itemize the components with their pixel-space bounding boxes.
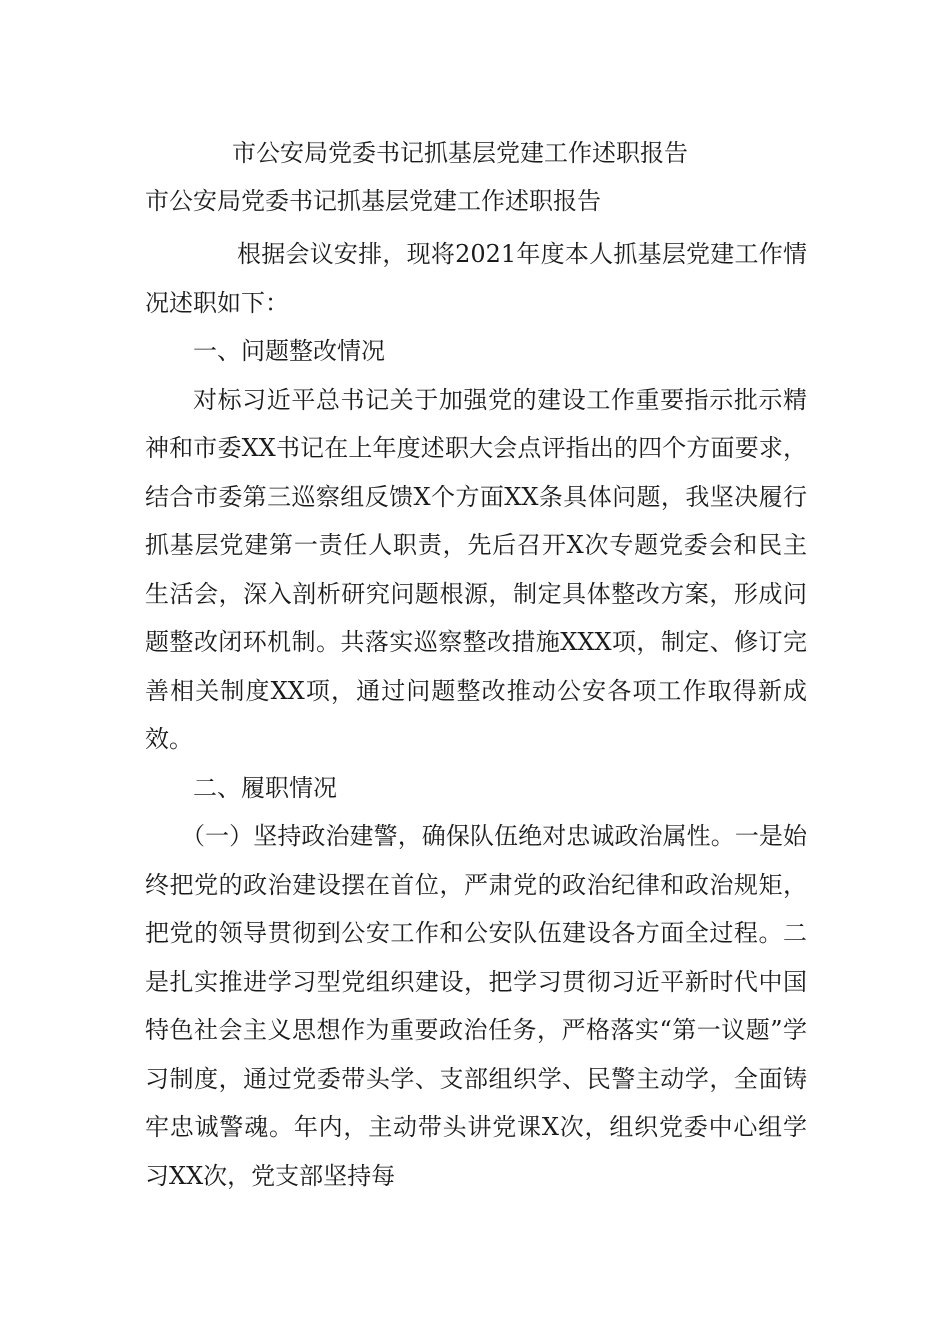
section-paragraph-duty-performance: （一）坚持政治建警，确保队伍绝对忠诚政治属性。一是始终把党的政治建设摆在首位，严肃党的政治纪律和政治规矩，把党的领导贯彻到公安工作和公安队伍建设各方面全过程。二是扎实推进学习型党组织建设，把学习贯彻习近平新时代中国特色社会主义思想作为重要政治任务，严格落实“第一议题”学习制度，通过党委带头学、支部组织学、民警主动学，全面铸牢忠诚警魂。年内，主动带头讲党课X次，组织党委中心组学习XX次，党支部坚持每 (145, 822, 807, 1190)
section-heading-duty-performance: 二、履职情况 (193, 773, 337, 802)
document-subtitle: 市公安局党委书记抓基层党建工作述职报告 (145, 187, 601, 215)
document-body (145, 230, 807, 1200)
document-title: 市公安局党委书记抓基层党建工作述职报告 (232, 139, 688, 167)
section-heading-problem-rectification: 一、问题整改情况 (193, 337, 385, 365)
intro-paragraph: 根据会议安排，现将2021年度本人抓基层党建工作情况述职如下： (145, 240, 807, 317)
section-paragraph-problem-rectification: 对标习近平总书记关于加强党的建设工作重要指示批示精神和市委XX书记在上年度述职大会点评指出的四个方面要求，结合市委第三巡察组反馈X个方面XX条具体问题，我坚决履行抓基层党建第一责任人职责，先后召开X次专题党委会和民主生活会，深入剖析研究问题根源，制定具体整改方案，形成问题整改闭环机制。共落实巡察整改措施XXX项，制定、修订完善相关制度XX项，通过问题整改推动公安各项工作取得新成效。 (145, 385, 807, 753)
